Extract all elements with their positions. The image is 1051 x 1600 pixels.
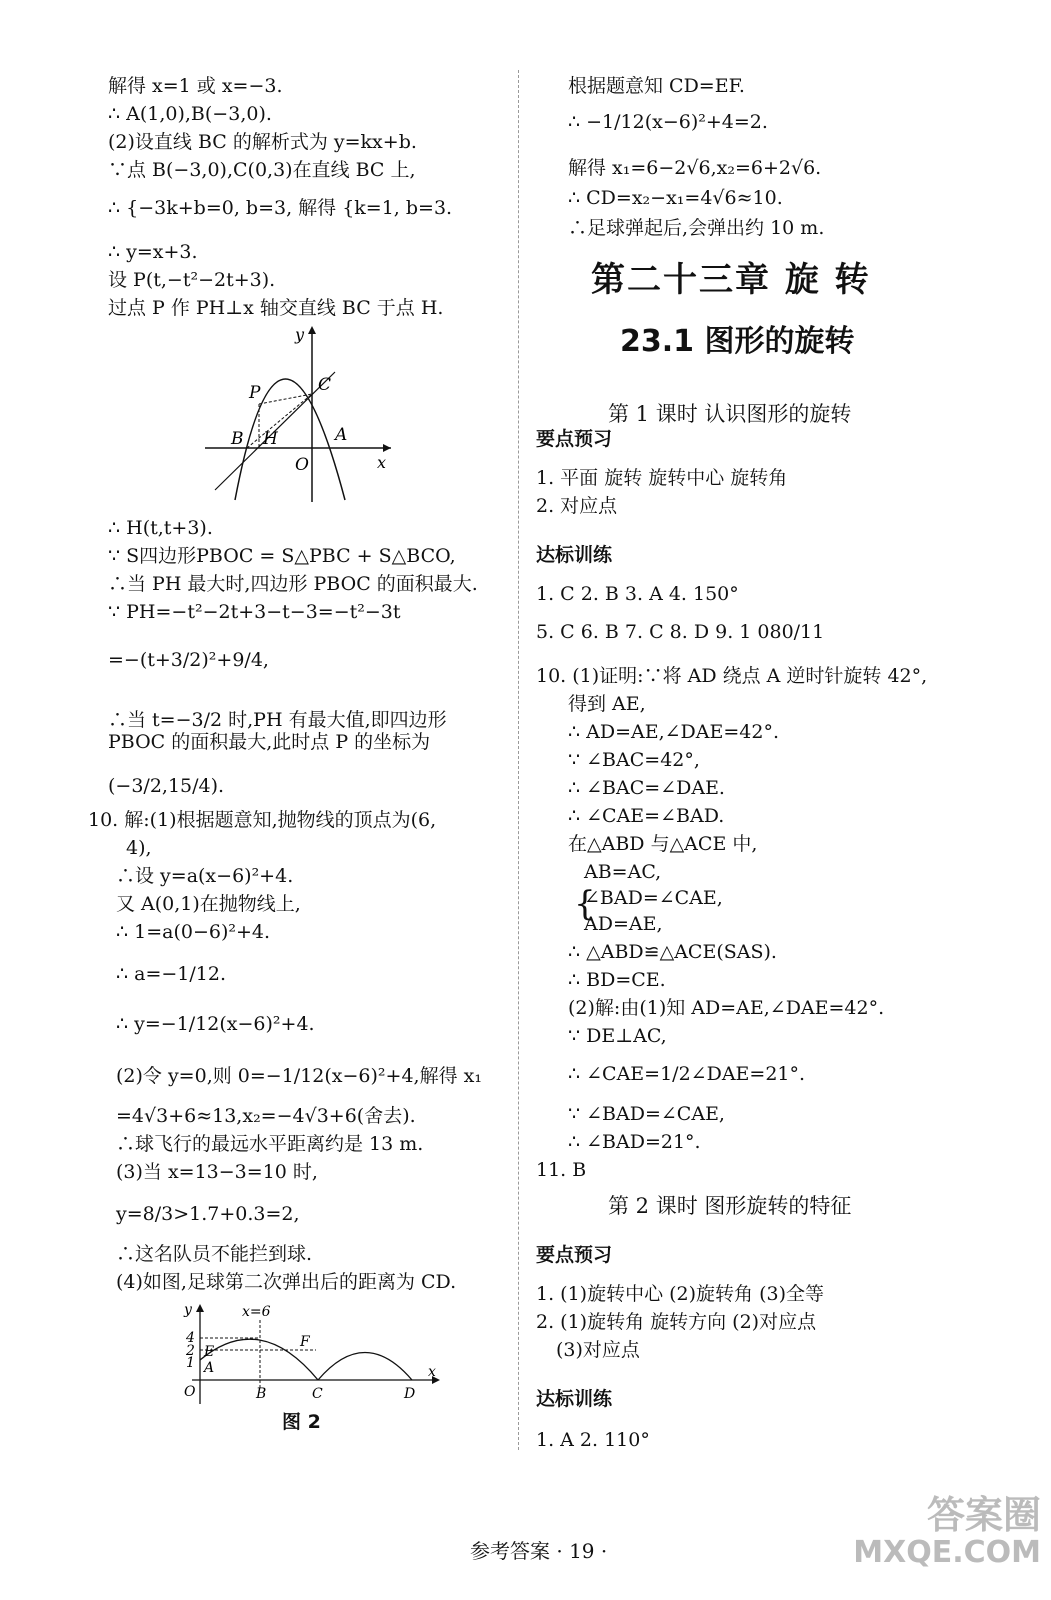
text-line: 5. C 6. B 7. C 8. D 9. 1 080/11 xyxy=(536,621,825,643)
text-line: AD=AE, xyxy=(584,913,663,935)
text-line: ∴ △ABD≌△ACE(SAS). xyxy=(568,941,777,963)
text-line: ∵ S四边形PBOC = S△PBC + S△BCO, xyxy=(108,545,456,567)
section-heading: 达标训练 xyxy=(536,544,613,566)
lesson-title: 第 1 课时 认识图形的旋转 xyxy=(608,402,852,426)
text-line: y=8/3>1.7+0.3=2, xyxy=(116,1203,300,1225)
figure-caption: 图 2 xyxy=(282,1411,321,1433)
text-line: 过点 P 作 PH⊥x 轴交直线 BC 于点 H. xyxy=(108,297,444,319)
chapter-title: 第二十三章 旋 转 xyxy=(591,260,871,300)
watermark xyxy=(853,1493,1041,1572)
graph1-label: P xyxy=(249,383,261,403)
text-line: 根据题意知 CD=EF. xyxy=(568,75,745,97)
graph1-label: C xyxy=(318,375,332,395)
section-title: 23.1 图形的旋转 xyxy=(620,324,855,359)
text-line: (−3/2,15/4). xyxy=(108,775,225,797)
text-line: ∠BAD=∠CAE, xyxy=(584,887,723,909)
text-line: ∵ DE⊥AC, xyxy=(568,1025,667,1047)
graph2-label: B xyxy=(256,1386,267,1402)
text-line: ∴ BD=CE. xyxy=(568,969,666,991)
text-line: 设 P(t,−t²−2t+3). xyxy=(108,269,276,291)
text-line: ∴当 PH 最大时,四边形 PBOC 的面积最大. xyxy=(108,573,478,595)
section-heading: 要点预习 xyxy=(536,428,613,450)
text-line: ∴设 y=a(x−6)²+4. xyxy=(116,865,294,887)
text-line: ∴ 1=a(0−6)²+4. xyxy=(116,921,271,943)
graph1-label: H xyxy=(263,429,278,449)
text-line: ∴ {−3k+b=0, b=3, 解得 {k=1, b=3. xyxy=(108,197,453,219)
text-line: 得到 AE, xyxy=(568,693,646,715)
text-line: ∴ A(1,0),B(−3,0). xyxy=(108,103,272,125)
page-footer: 参考答案 · 19 · xyxy=(470,1539,608,1563)
text-line: ∴足球弹起后,会弹出约 10 m. xyxy=(568,217,825,239)
watermark-text: MXQE.COM xyxy=(853,1535,1041,1570)
text-line: 1. 平面 旋转 旋转中心 旋转角 xyxy=(536,467,788,489)
graph2-label: x=6 xyxy=(242,1304,271,1320)
graph2-label: 4 xyxy=(186,1330,195,1346)
text-line: ∴ H(t,t+3). xyxy=(108,517,213,539)
parabola-graph-1 xyxy=(195,322,395,504)
text-line: 2. (1)旋转角 旋转方向 (2)对应点 xyxy=(536,1311,817,1333)
text-line: 解得 x=1 或 x=−3. xyxy=(108,75,283,97)
text-line: 10. 解:(1)根据题意知,抛物线的顶点为(6, xyxy=(88,809,437,831)
text-line: ∴ ∠BAC=∠DAE. xyxy=(568,777,725,799)
graph2-label: C xyxy=(312,1386,323,1402)
text-line: ∴ CD=x₂−x₁=4√6≈10. xyxy=(568,187,783,209)
text-line: ∵ ∠BAC=42°, xyxy=(568,749,700,771)
text-line: 解得 x₁=6−2√6,x₂=6+2√6. xyxy=(568,157,822,179)
text-line: ∴ y=x+3. xyxy=(108,241,198,263)
text-line: (3)当 x=13−3=10 时, xyxy=(116,1161,318,1183)
graph1-label: y xyxy=(295,325,305,344)
graph1-label: x xyxy=(377,453,387,472)
text-line: 又 A(0,1)在抛物线上, xyxy=(116,893,301,915)
section-heading: 达标训练 xyxy=(536,1388,613,1410)
text-line: (4)如图,足球第二次弹出后的距离为 CD. xyxy=(116,1271,457,1293)
text-line: ∵ ∠BAD=∠CAE, xyxy=(568,1103,725,1125)
graph1-label: B xyxy=(231,429,244,449)
text-line: AB=AC, xyxy=(584,861,662,883)
text-line: PBOC 的面积最大,此时点 P 的坐标为 xyxy=(108,731,431,753)
graph2-label: 2 xyxy=(186,1343,195,1359)
watermark-text: 答案圈 xyxy=(926,1493,1041,1537)
text-line: ∴ ∠BAD=21°. xyxy=(568,1131,701,1153)
text-line: ∵点 B(−3,0),C(0,3)在直线 BC 上, xyxy=(108,159,416,181)
graph2-label: y xyxy=(184,1302,192,1318)
brace-glyph: { xyxy=(574,884,596,924)
text-line: 2. 对应点 xyxy=(536,495,618,517)
text-line: (2)设直线 BC 的解析式为 y=kx+b. xyxy=(108,131,417,153)
graph2-label: A xyxy=(204,1360,215,1376)
text-line: ∴ y=−1/12(x−6)²+4. xyxy=(116,1013,315,1035)
graph2-label: D xyxy=(404,1386,416,1402)
lesson-title: 第 2 课时 图形旋转的特征 xyxy=(608,1194,852,1218)
graph2-label: 1 xyxy=(186,1355,195,1371)
text-line: 在△ABD 与△ACE 中, xyxy=(568,833,758,855)
text-line: 1. (1)旋转中心 (2)旋转角 (3)全等 xyxy=(536,1283,824,1305)
text-line: 1. C 2. B 3. A 4. 150° xyxy=(536,583,739,605)
text-line: 11. B xyxy=(536,1159,587,1181)
text-line: 1. A 2. 110° xyxy=(536,1429,650,1451)
graph2-label: x xyxy=(428,1364,436,1380)
text-line: 10. (1)证明:∵将 AD 绕点 A 逆时针旋转 42°, xyxy=(536,665,928,687)
text-line: ∴ a=−1/12. xyxy=(116,963,227,985)
text-line: ∴球飞行的最远水平距离约是 13 m. xyxy=(116,1133,424,1155)
text-line: (2)令 y=0,则 0=−1/12(x−6)²+4,解得 x₁ xyxy=(116,1065,482,1087)
text-line: (2)解:由(1)知 AD=AE,∠DAE=42°. xyxy=(568,997,885,1019)
text-line: ∵ PH=−t²−2t+3−t−3=−t²−3t xyxy=(108,601,401,623)
text-line: ∴ ∠CAE=∠BAD. xyxy=(568,805,725,827)
section-heading: 要点预习 xyxy=(536,1244,613,1266)
text-line: =−(t+3/2)²+9/4, xyxy=(108,649,269,671)
text-line: ∴ −1/12(x−6)²+4=2. xyxy=(568,111,768,133)
text-line: ∴当 t=−3/2 时,PH 有最大值,即四边形 xyxy=(108,709,447,731)
graph2-label: E xyxy=(204,1344,215,1360)
column-divider xyxy=(518,70,519,1450)
text-line: ∴ AD=AE,∠DAE=42°. xyxy=(568,721,780,743)
text-line: ∴这名队员不能拦到球. xyxy=(116,1243,313,1265)
graph1-label: O xyxy=(295,455,309,475)
text-line: =4√3+6≈13,x₂=−4√3+6(舍去). xyxy=(116,1105,416,1127)
text-line: (3)对应点 xyxy=(556,1339,640,1361)
bounce-graph-2 xyxy=(176,1300,446,1410)
text-line: 4), xyxy=(126,837,152,859)
text-line: ∴ ∠CAE=1/2∠DAE=21°. xyxy=(568,1063,806,1085)
graph2-label: O xyxy=(184,1384,196,1400)
graph2-label: F xyxy=(300,1334,310,1350)
graph1-label: A xyxy=(335,425,348,445)
